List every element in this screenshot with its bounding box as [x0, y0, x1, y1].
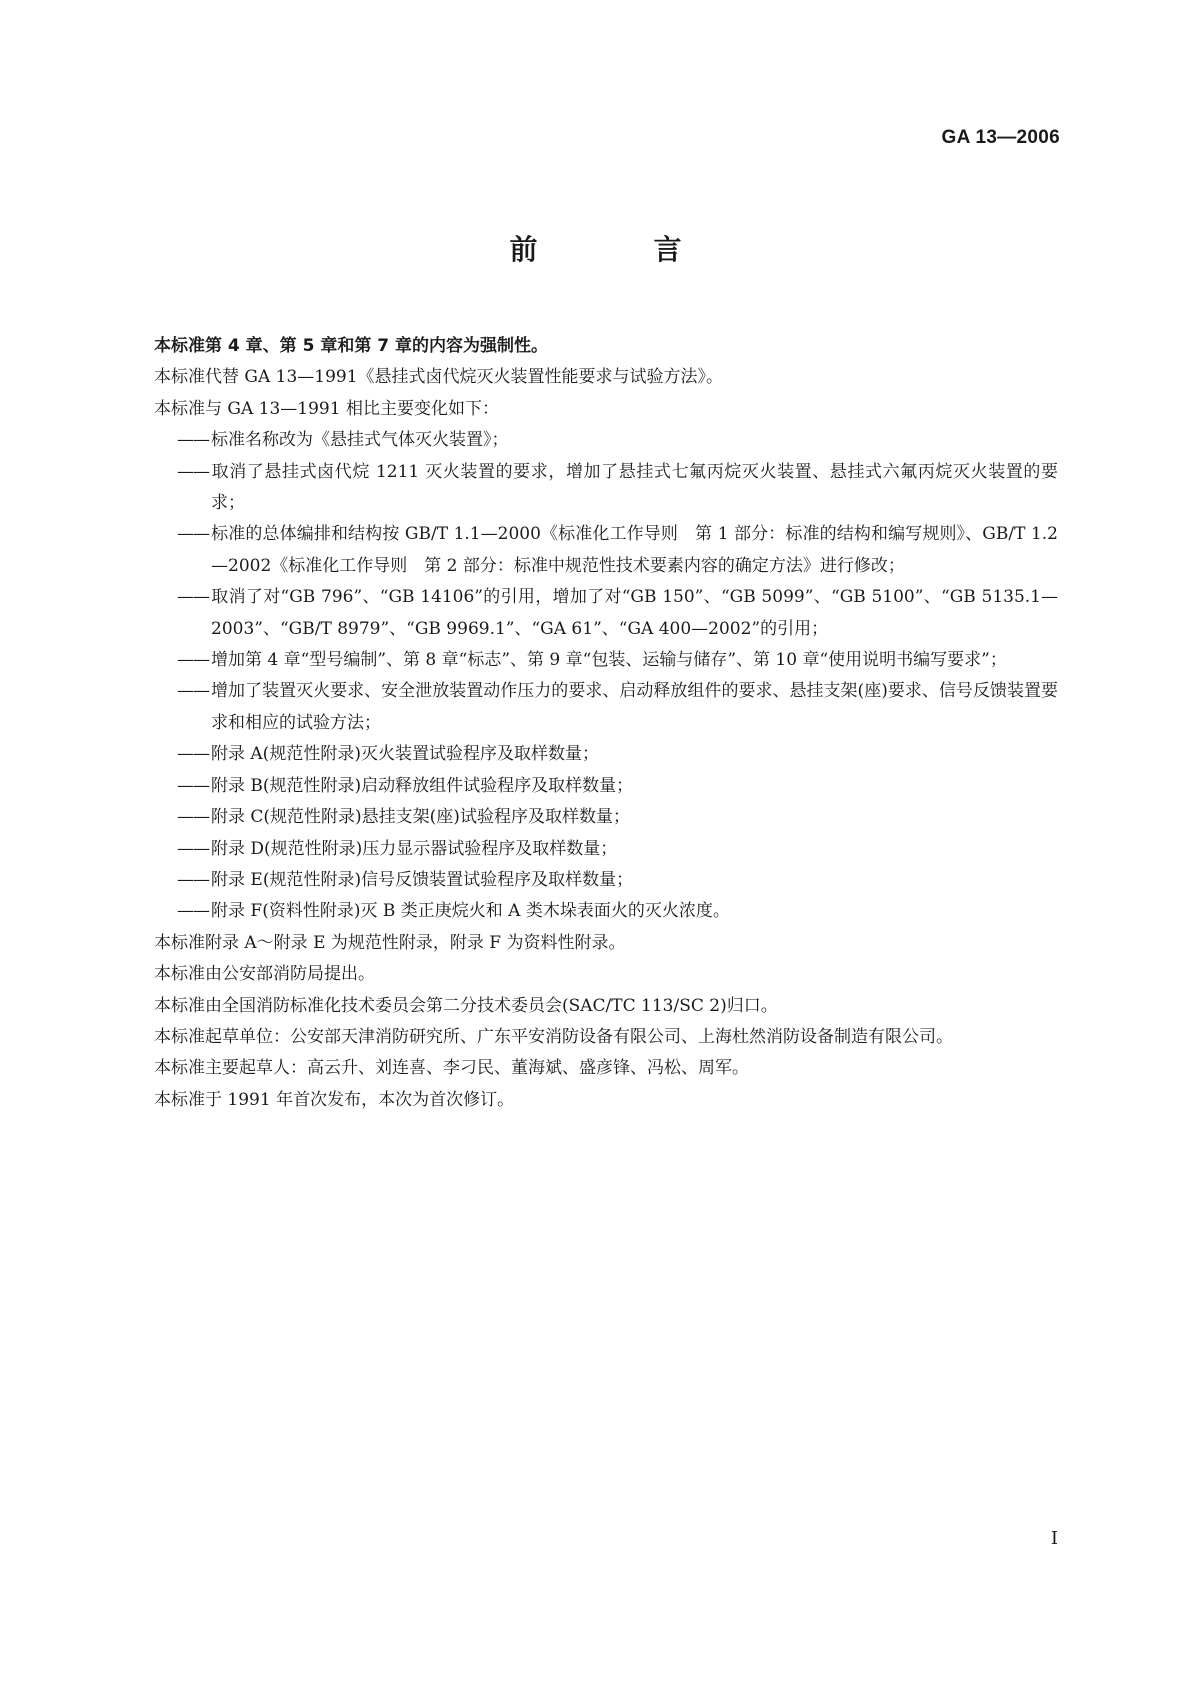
drafting-units: 本标准起草单位：公安部天津消防研究所、广东平安消防设备有限公司、上海杜然消防设备制造有限公司。 — [154, 1026, 953, 1047]
list-item: —— 标准名称改为《悬挂式气体灭火装置》； — [120, 425, 1058, 456]
appendix-statement: 本标准附录 A～附录 E 为规范性附录，附录 F 为资料性附录。 — [154, 932, 626, 953]
list-item: —— 附录 A(规范性附录)灭火装置试验程序及取样数量； — [120, 739, 1058, 770]
mandatory-statement: 本标准第 4 章、第 5 章和第 7 章的内容为强制性。 — [154, 336, 548, 356]
page-title: 前 言 — [509, 233, 726, 266]
dash-marker: —— — [177, 807, 209, 828]
dash-marker: —— — [177, 681, 209, 702]
list-item: —— 附录 D(规范性附录)压力显示器试验程序及取样数量； — [120, 834, 1058, 865]
foreword-body — [120, 331, 1058, 1116]
dash-marker: —— — [177, 775, 209, 796]
list-item: —— 附录 B(规范性附录)启动释放组件试验程序及取样数量； — [120, 771, 1058, 802]
committee-statement: 本标准由全国消防标准化技术委员会第二分技术委员会(SAC/TC 113/SC 2)归口。 — [154, 995, 778, 1016]
changes-list — [120, 425, 1058, 928]
standard-code: GA 13—2006 — [941, 127, 1060, 148]
changes-intro: 本标准与 GA 13—1991 相比主要变化如下： — [154, 398, 499, 419]
list-item: —— 附录 F(资料性附录)灭 B 类正庚烷火和 A 类木垛表面火的灭火浓度。 — [120, 896, 1058, 927]
dash-marker: —— — [177, 869, 209, 890]
dash-marker: —— — [177, 430, 209, 451]
drafters: 本标准主要起草人：高云升、刘连喜、李刁民、董海斌、盛彦锋、冯松、周军。 — [154, 1058, 749, 1079]
revision-history: 本标准于 1991 年首次发布，本次为首次修订。 — [154, 1089, 515, 1110]
dash-marker: —— — [177, 587, 209, 608]
list-item: —— 取消了悬挂式卤代烷 1211 灭火装置的要求，增加了悬挂式七氟丙烷灭火装置、悬挂式六氟丙烷灭火装置的要求； — [120, 457, 1058, 520]
dash-marker: —— — [177, 838, 209, 859]
dash-marker: —— — [177, 650, 209, 671]
dash-marker: —— — [177, 461, 209, 482]
replacement-statement: 本标准代替 GA 13—1991《悬挂式卤代烷灭火装置性能要求与试验方法》。 — [154, 367, 724, 388]
page-number: I — [1050, 1528, 1058, 1549]
list-item: —— 增加第 4 章“型号编制”、第 8 章“标志”、第 9 章“包装、运输与储存”、第 10 章“使用说明书编写要求”； — [120, 645, 1058, 676]
dash-marker: —— — [177, 901, 209, 922]
proposer-statement: 本标准由公安部消防局提出。 — [154, 964, 375, 985]
dash-marker: —— — [177, 524, 209, 545]
list-item: —— 标准的总体编排和结构按 GB/T 1.1—2000《标准化工作导则 第 1 部分：标准的结构和编写规则》、GB/T 1.2—2002《标准化工作导则 第 2 部分：标准中规范性技术要素内容的确定方法》进行修改； — [120, 519, 1058, 582]
list-item: —— 增加了装置灭火要求、安全泄放装置动作压力的要求、启动释放组件的要求、悬挂支架(座)要求、信号反馈装置要求和相应的试验方法； — [120, 676, 1058, 739]
list-item: —— 附录 E(规范性附录)信号反馈装置试验程序及取样数量； — [120, 865, 1058, 896]
list-item: —— 附录 C(规范性附录)悬挂支架(座)试验程序及取样数量； — [120, 802, 1058, 833]
list-item: —— 取消了对“GB 796”、“GB 14106”的引用，增加了对“GB 150”、“GB 5099”、“GB 5100”、“GB 5135.1—2003”、“GB/T 8979”、“GB 9969.1”、“GA 61”、“GA 400—2002”的引用； — [120, 582, 1058, 645]
dash-marker: —— — [177, 744, 209, 765]
